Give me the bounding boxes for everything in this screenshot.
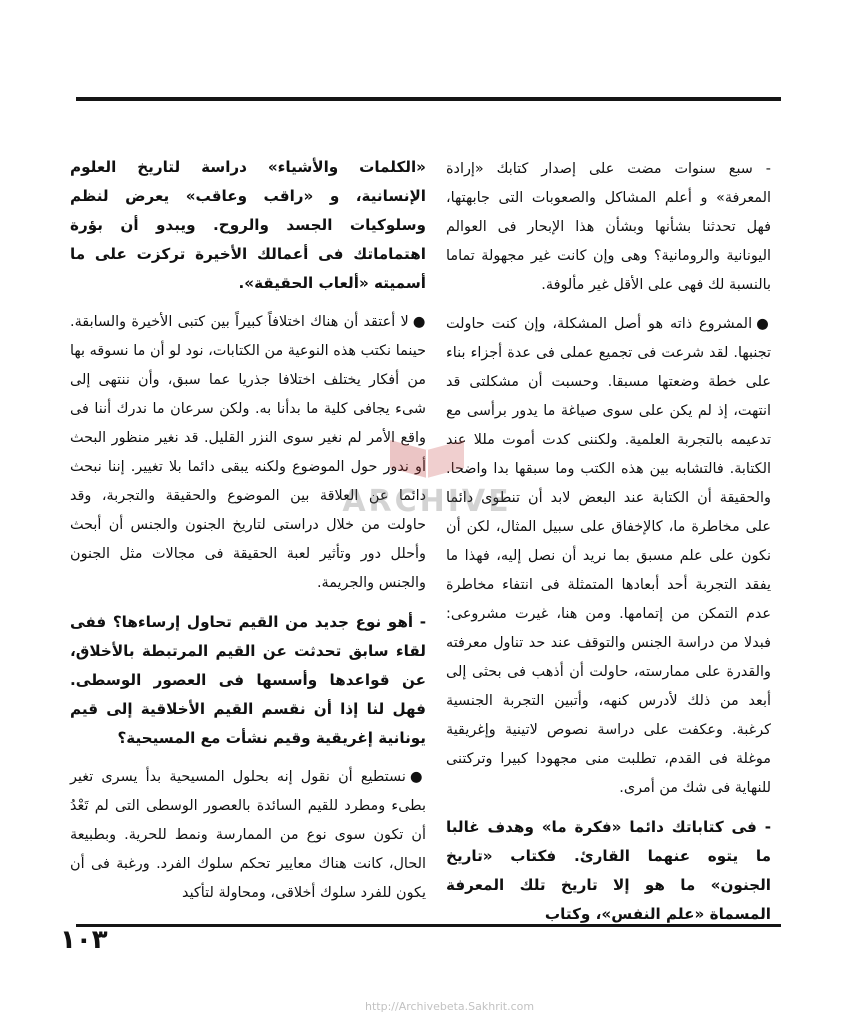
watermark-text: ARCHIVE <box>342 484 512 519</box>
bullet-icon: ● <box>756 316 772 332</box>
page-number: ١٠٣ <box>60 925 108 955</box>
top-rule <box>76 97 781 101</box>
bottom-rule <box>76 924 781 927</box>
paragraph-question-3: - أهو نوع جديد من القيم تحاول إرساءها؟ ففى لقاء سابق تحدثت عن القيم المرتبطة بالأخلاق، عن قواعدها وأسسها فى العصور الوسطى. فهل لنا إذا أن نقسم القيم الأخلاقية إلى قيم يونانية إغريقية وقيم نشأت مع المسيحية؟ <box>70 613 426 747</box>
paragraph-answer-2: ●لا أعتقد أن هناك اختلافاً كبيراً بين كتبى الأخيرة والسابقة. حينما نكتب هذه النوعية من الكتابات، نود لو أن ما نسوقه بها من أفكار يختلف اختلافا جذريا عما سبق، وأن ننتهى إلى شىء يجافى كلية ما بدأنا به. ولكن سرعان ما ندرك أننا فى واقع الأمر لم نغير سوى النزر القليل. قد نغير منظور البحث أو ندور حول الموضوع ولكنه يبقى دائما بلا تغيير. إننا نبحث دائما عن العلاقة بين الموضوع والحقيقة والتجربة، وقد حاولت من خلال دراستى لتاريخ الجنون والجنس أن أبحث وأحلل دور وتأثير لعبة الحقيقة فى مجالات مثل الجنون والجنس والجريمة. <box>70 314 427 591</box>
left-column <box>70 153 426 918</box>
right-column <box>446 155 771 939</box>
bullet-icon: ● <box>409 769 426 785</box>
paragraph-question-1: - سبع سنوات مضت على إصدار كتابك «إرادة المعرفة» و أعلم المشاكل والصعوبات التى جابهتها، فهل تحدثنا بشأنها وبشأن هذا الإبحار فى العوالم اليونانية والرومانية؟ وهى وإن كانت غير مجهولة تماما بالنسبة لك فهى على الأقل غير مألوفة. <box>446 161 771 293</box>
watermark-url: http://Archivebeta.Sakhrit.com <box>365 1000 535 1013</box>
bullet-icon: ● <box>412 314 427 330</box>
paragraph-answer-1: ●المشروع ذاته هو أصل المشكلة، وإن كنت حاولت تجنبها. لقد شرعت فى تجميع عملى فى عدة أجزاء بناء على خطة وضعتها مسبقا. وحسبت أن مشكلتى قد انتهت، إذ لم يكن على سوى صياغة ما يدور برأسى مع تدعيمه بالتجربة العلمية. ولكننى كدت أموت مللا عند الكتابة. فالتشابه بين هذه الكتب وما سبقها بدا واضحا. والحقيقة أن الكتابة عند البعض لابد أن تنطوى دائما على مخاطرة ما، كالإخفاق على سبيل المثال، لكن أن نكون على علم مسبق بما نريد أن نصل إليه، فهذا ما يفقد التجربة أحد أبعادها المتمثلة فى انتفاء مخاطرة عدم التمكن من إتمامها. ومن هنا، غيرت مشروعى: فبدلا من دراسة الجنس والتوقف عند حد تناول معرفته والقدرة على ممارسته، حاولت أن أذهب فى بحثى إلى أبعد من ذلك لأدرس كنهه، وأتبين التجربة الجنسية كرغبة. وعكفت على دراسة نصوص لاتينية وإغريقية موغلة فى القدم، تطلبت منى مجهودا كبيرا وتركتنى للنهاية فى شك من أمرى. <box>446 316 772 796</box>
paragraph-answer-3: ●نستطيع أن نقول إنه بحلول المسيحية بدأ يسرى تغير بطىء ومطرد للقيم السائدة بالعصور الوسطى التى لم تَعْدُ أن تكون سوى نوع من الممارسة ونمط للحرية. وبطبيعة الحال، كانت هناك معايير تحكم سلوك الفرد. ورغبة فى أن يكون للفرد سلوك أخلاقى، ومحاولة لتأكيد <box>70 769 426 901</box>
paragraph-question-2: - فى كتاباتك دائما «فكرة ما» وهدف غالبا ما يتوه عنهما القارئ. فكتاب «تاريخ الجنون» ما هو إلا تاريخ تلك المعرفة المسماة «علم النفس»، وكتاب <box>446 818 771 923</box>
paragraph-question-2-continued: «الكلمات والأشياء» دراسة لتاريخ العلوم الإنسانية، و «راقب وعاقب» يعرض لنظم وسلوكيات الجسد والروح. ويبدو أن بؤرة اهتماماتك فى أعمالك الأخيرة تركزت على ما أسميته «ألعاب الحقيقة». <box>70 158 426 292</box>
